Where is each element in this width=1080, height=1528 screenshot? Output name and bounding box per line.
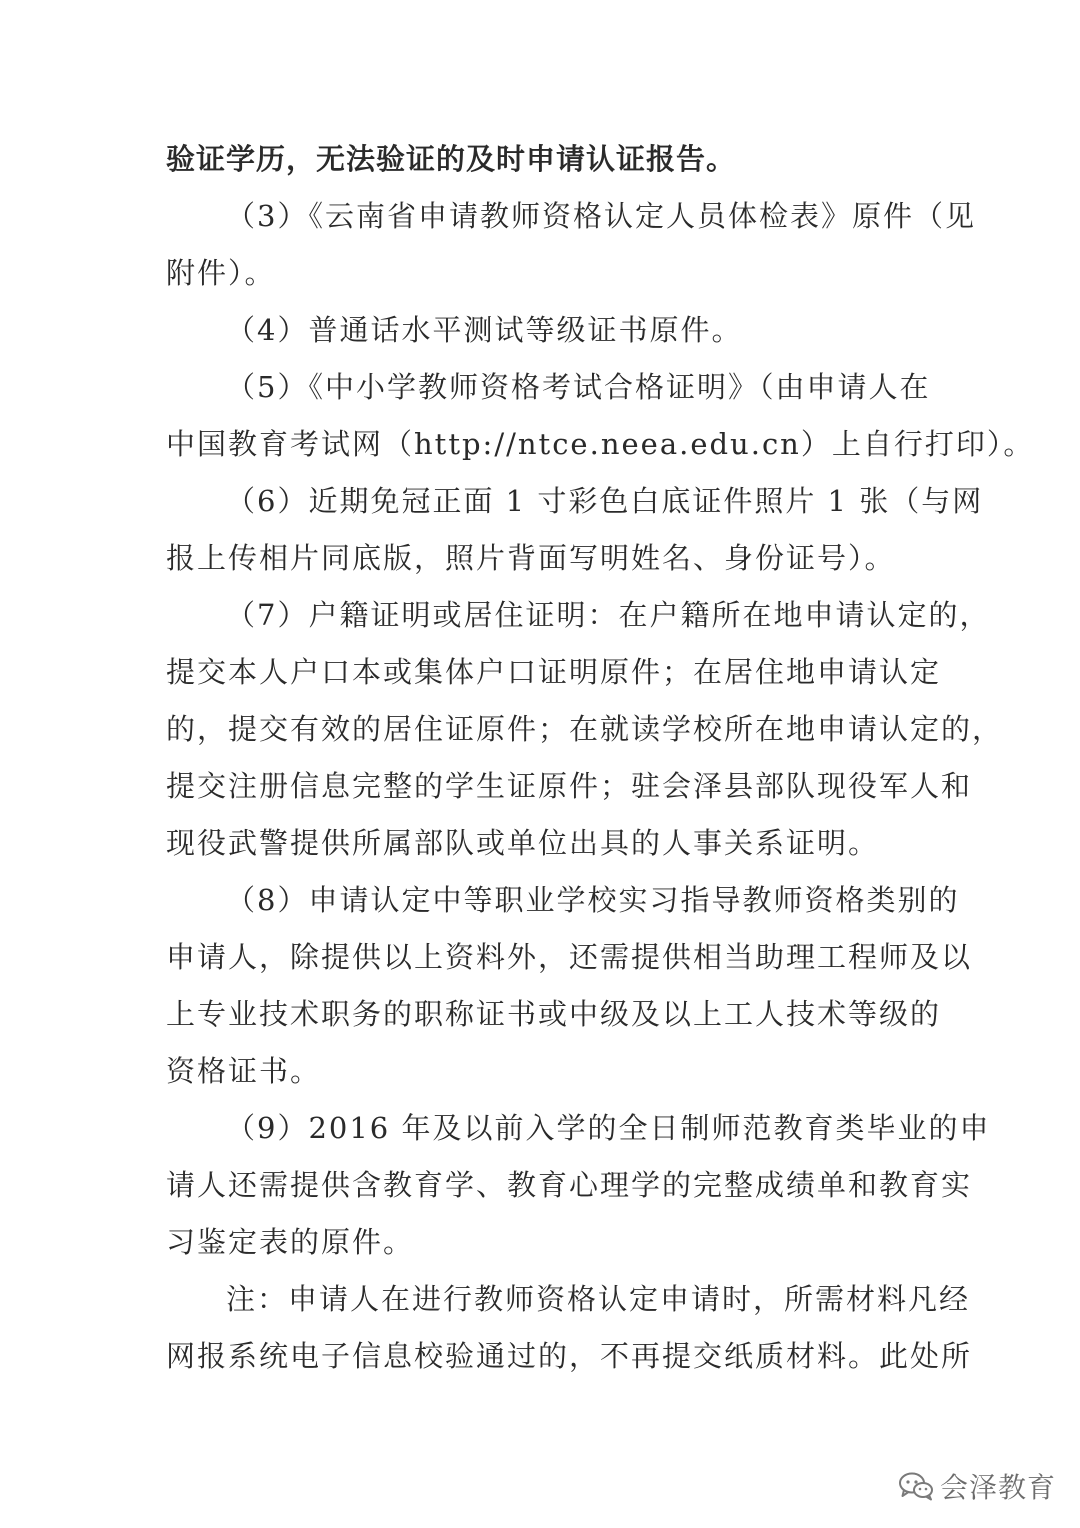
item-3-line-1: （3）《云南省申请教师资格认定人员体检表》原件（见 xyxy=(226,199,976,233)
item-7-line-3: 的，提交有效的居住证原件；在就读学校所在地申请认定的， xyxy=(166,712,1004,746)
watermark xyxy=(898,1466,1056,1506)
item-5-line-2: 中国教育考试网（http://ntce.neea.edu.cn）上自行打印）。 xyxy=(166,427,1035,461)
item-7-line-5: 现役武警提供所属部队或单位出具的人事关系证明。 xyxy=(166,826,880,860)
note-line-2: 网报系统电子信息校验通过的，不再提交纸质材料。此处所 xyxy=(166,1339,973,1373)
item-7-line-1: （7）户籍证明或居住证明：在户籍所在地申请认定的， xyxy=(226,598,991,632)
item-9-line-2: 请人还需提供含教育学、教育心理学的完整成绩单和教育实 xyxy=(166,1168,973,1202)
item-3-line-2: 附件）。 xyxy=(166,256,276,290)
item-5-line-1: （5）《中小学教师资格考试合格证明》（由申请人在 xyxy=(226,370,931,404)
watermark-text: 会泽教育 xyxy=(940,1471,1057,1504)
item-6-line-2: 报上传相片同底版，照片背面写明姓名、身份证号）。 xyxy=(166,541,896,575)
item-7-line-4: 提交注册信息完整的学生证原件；驻会泽县部队现役军人和 xyxy=(166,769,973,803)
item-7-line-2: 提交本人户口本或集体户口证明原件；在居住地申请认定 xyxy=(166,655,942,689)
item-4-line-1: （4）普通话水平测试等级证书原件。 xyxy=(226,313,743,347)
item-8-line-3: 上专业技术职务的职称证书或中级及以上工人技术等级的 xyxy=(166,997,942,1031)
item-8-line-1: （8）申请认定中等职业学校实习指导教师资格类别的 xyxy=(226,883,960,917)
wechat-icon xyxy=(898,1471,934,1501)
item-8-line-4: 资格证书。 xyxy=(166,1054,322,1088)
note-line-1: 注：申请人在进行教师资格认定申请时，所需材料凡经 xyxy=(226,1282,971,1316)
paragraph-line: 验证学历，无法验证的及时申请认证报告。 xyxy=(166,142,737,176)
item-8-line-2: 申请人，除提供以上资料外，还需提供相当助理工程师及以 xyxy=(166,940,973,974)
item-9-line-1: （9）2016 年及以前入学的全日制师范教育类毕业的申 xyxy=(226,1111,991,1145)
item-9-line-3: 习鉴定表的原件。 xyxy=(166,1225,415,1259)
item-6-line-1: （6）近期免冠正面 1 寸彩色白底证件照片 1 张（与网 xyxy=(226,484,984,518)
